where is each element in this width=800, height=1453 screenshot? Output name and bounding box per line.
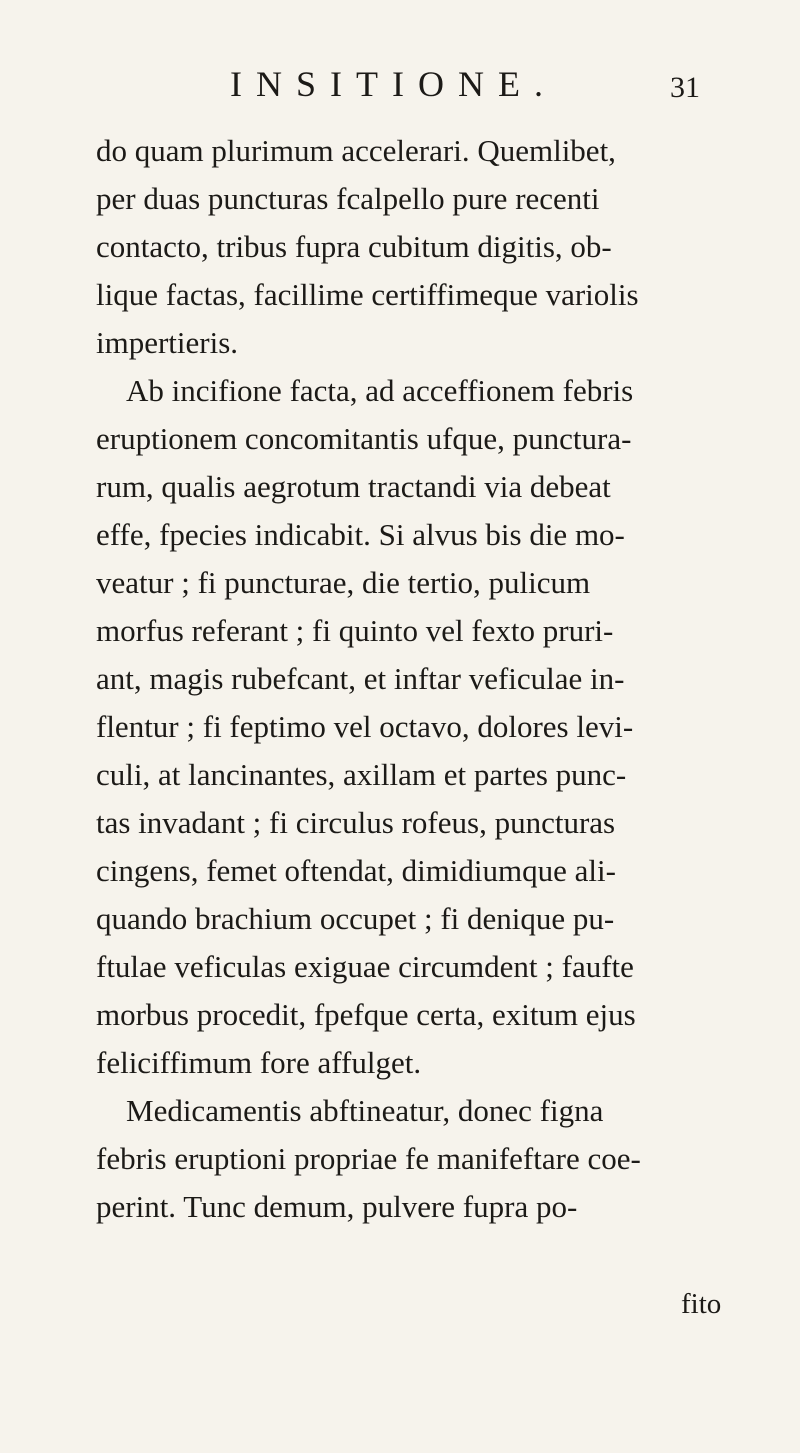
text-line: ant, magis rubefcant, et inftar veficulae in- [96, 661, 625, 696]
page-number: 31 [670, 71, 700, 104]
page-header [0, 64, 800, 104]
text-line: ftulae veficulas exiguae circumdent ; faufte [96, 949, 634, 984]
text-line: perint. Tunc demum, pulvere fupra po- [96, 1189, 578, 1224]
running-head: INSITIONE. [230, 64, 557, 104]
text-line: flentur ; fi feptimo vel octavo, dolores levi- [96, 709, 634, 744]
text-line: morfus referant ; fi quinto vel fexto pruri- [96, 613, 614, 648]
text-line: do quam plurimum accelerari. Quemlibet, [96, 133, 616, 168]
text-line: impertieris. [96, 325, 239, 360]
text-line: Ab incifione facta, ad acceffionem febris [126, 373, 634, 408]
text-line: febris eruptioni propriae fe manifeftare coe- [96, 1141, 641, 1176]
text-line: effe, fpecies indicabit. Si alvus bis die mo- [96, 517, 625, 552]
text-line: feliciffimum fore affulget. [96, 1045, 422, 1080]
text-line: rum, qualis aegrotum tractandi via debeat [96, 469, 611, 504]
text-line: contacto, tribus fupra cubitum digitis, ob- [96, 229, 612, 264]
text-line: Medicamentis abftineatur, donec figna [126, 1093, 604, 1128]
text-line: veatur ; fi puncturae, die tertio, pulicum [96, 565, 591, 600]
text-line: quando brachium occupet ; fi denique pu- [96, 901, 615, 936]
text-line: cingens, femet oftendat, dimidiumque ali- [96, 853, 616, 888]
text-line: culi, at lancinantes, axillam et partes punc- [96, 757, 627, 792]
text-line: eruptionem concomitantis ufque, punctura- [96, 421, 632, 456]
text-line: per duas puncturas fcalpello pure recenti [96, 181, 600, 216]
text-line: morbus procedit, fpefque certa, exitum ejus [96, 997, 636, 1032]
text-line: tas invadant ; fi circulus rofeus, puncturas [96, 805, 616, 840]
text-line: lique factas, facillime certiffimeque variolis [96, 277, 639, 312]
catchword: fito [681, 1288, 722, 1320]
